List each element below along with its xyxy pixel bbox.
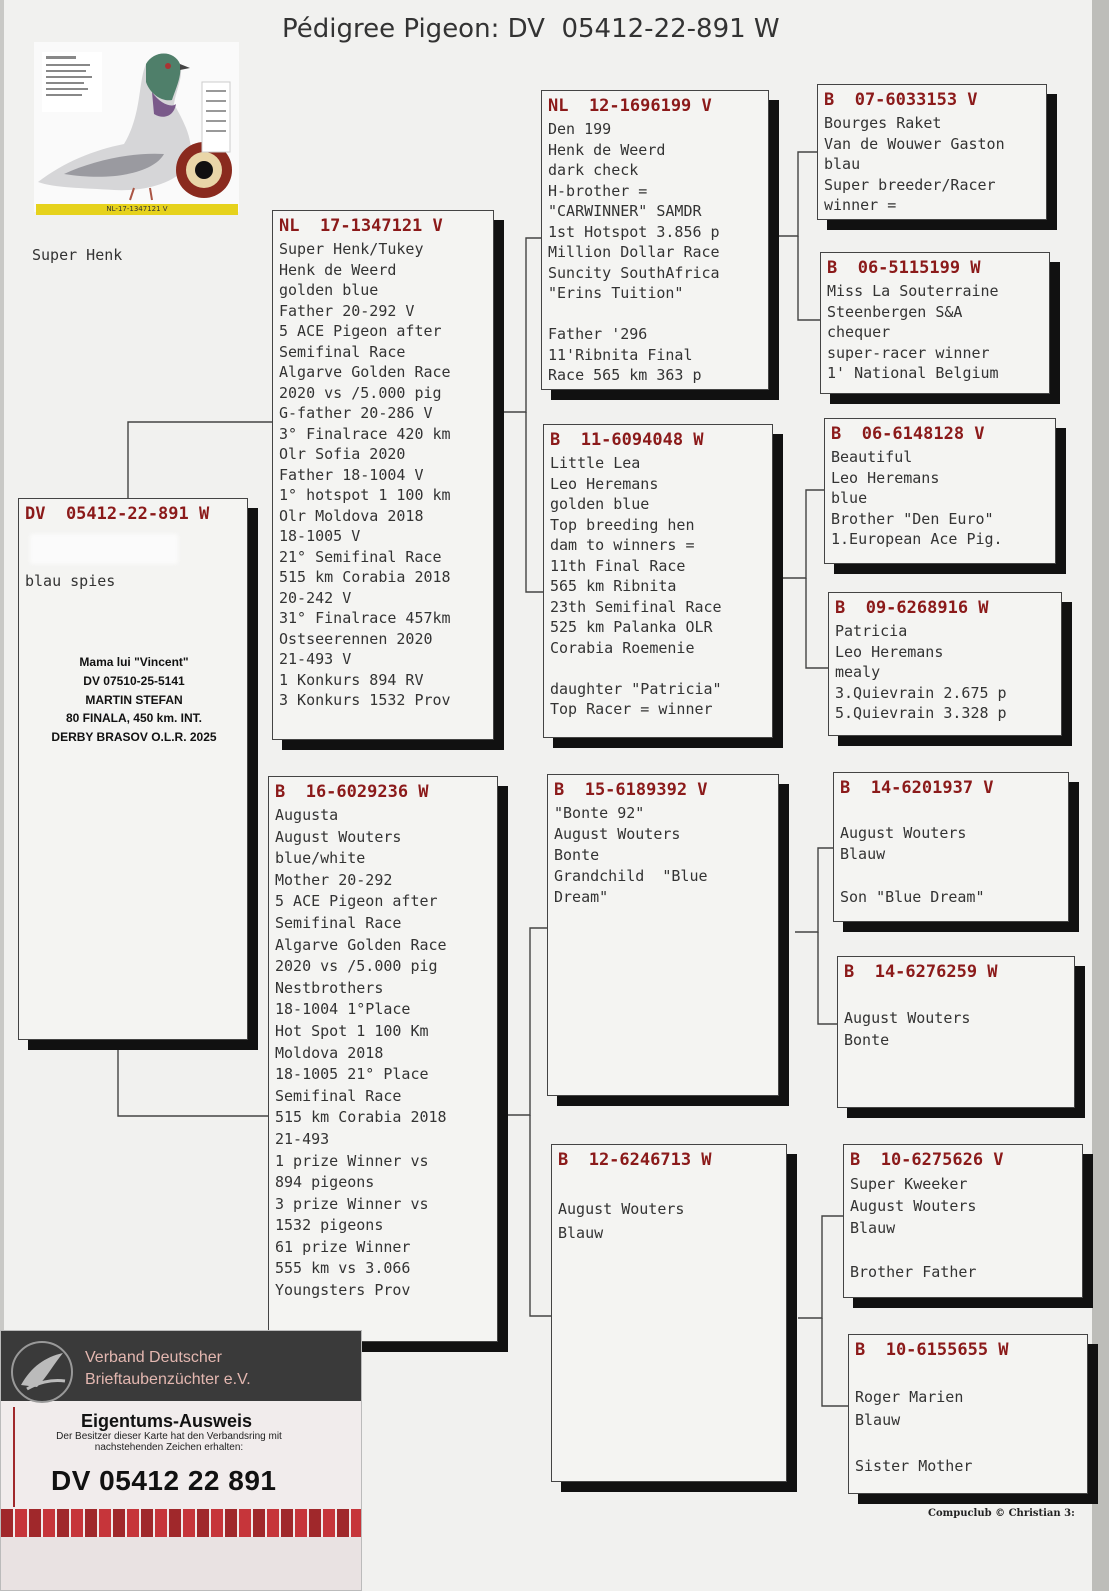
- ggm-mfm-box: [837, 956, 1075, 1108]
- father-details: Super Henk/Tukey Henk de Weerd golden blue Father 20-292 V 5 ACE Pigeon after Semifinal Race Algarve Golden Race 2020 vs /5.000 pig G-father 20-286 V 3° Finalrace 420 km Olr Sofia 2020 Father 18-1004 V 1° hotspot 1 100 km Olr Moldova 2018 18-1005 V 21° Semifinal Race 515 km Corabia 2018 20-242 V 31° Finalrace 457km Ostseerennen 2020 21-493 V 1 Konkurs 894 RV 3 Konkurs 1532 Prov: [279, 240, 451, 709]
- details: August Wouters Bonte: [844, 1009, 971, 1049]
- note-line: DV 07510-25-5141: [83, 673, 185, 688]
- ggf-mmf-box: [843, 1144, 1083, 1298]
- grandmother-maternal-box: [551, 1144, 787, 1482]
- card-text: Der Besitzer dieser Karte hat den Verbandsring mit nachstehenden Zeichen erhalten:: [56, 1431, 282, 1453]
- ring-number: B 11-6094048 W: [550, 430, 704, 450]
- ring-number: B 06-6148128 V: [831, 424, 985, 444]
- ring-number: NL 12-1696199 V: [548, 96, 712, 116]
- ownership-card: [0, 1330, 362, 1591]
- grandfather-maternal-box: [547, 774, 779, 1096]
- details: Beautiful Leo Heremans blue Brother "Den Euro" 1.European Ace Pig.: [831, 448, 1003, 548]
- photo-caption: NL-17-1347121 V: [36, 204, 238, 215]
- details: August Wouters Blauw: [558, 1200, 685, 1242]
- details: Miss La Souterraine Steenbergen S&A chequer super-racer winner 1' National Belgium: [827, 282, 999, 382]
- details: "Bonte 92" August Wouters Bonte Grandchild "Blue Dream": [554, 804, 708, 906]
- ggf-fmf-box: [824, 418, 1056, 564]
- ggm-ffm-box: [820, 252, 1050, 394]
- mother-ring-number: B 16-6029236 W: [275, 782, 429, 802]
- subject-color: blau spies: [25, 572, 116, 590]
- footer-credit: Compuclub © Christian 3:: [928, 1508, 1075, 1519]
- ring-number: B 09-6268916 W: [835, 598, 989, 618]
- ggm-fmm-box: [828, 592, 1062, 736]
- ring-number: B 10-6275626 V: [850, 1150, 1004, 1170]
- details: Little Lea Leo Heremans golden blue Top breeding hen dam to winners = 11th Final Race 565 km Ribnita 23th Semifinal Race 525 km Palanka OLR Corabia Roemenie daughter "Patricia" Top Racer = winner: [550, 454, 722, 718]
- ring-number: B 14-6201937 V: [840, 778, 994, 798]
- note-line: MARTIN STEFAN: [85, 692, 183, 707]
- note-line: DERBY BRASOV O.L.R. 2025: [51, 730, 217, 745]
- subject-box: [18, 498, 248, 1040]
- ggf-mff-box: [833, 772, 1069, 922]
- redaction-blur: [30, 534, 178, 564]
- ring-number: B 12-6246713 W: [558, 1150, 712, 1170]
- details: Super Kweeker August Wouters Blauw Brother Father: [850, 1175, 977, 1281]
- subject-ring-number: DV 05412-22-891 W: [25, 504, 210, 524]
- details: Roger Marien Blauw Sister Mother: [855, 1388, 973, 1475]
- details: Bourges Raket Van de Wouwer Gaston blau Super breeder/Racer winner =: [824, 114, 1005, 214]
- grandmother-paternal-box: [543, 424, 773, 738]
- mother-box: [268, 776, 498, 1342]
- card-decorative-pattern: [1, 1509, 362, 1537]
- card-ring-number: DV 05412 22 891: [51, 1465, 277, 1496]
- ggf-fff-box: [817, 84, 1047, 220]
- page-title: Pédigree Pigeon: DV 05412-22-891 W: [282, 14, 780, 44]
- card-organization: Verband Deutscher Brieftaubenzüchter e.V.: [85, 1349, 251, 1388]
- ggm-mmm-box: [848, 1334, 1088, 1494]
- dove-logo-icon: [7, 1337, 77, 1407]
- ring-number: B 15-6189392 V: [554, 780, 708, 800]
- details: August Wouters Blauw Son "Blue Dream": [840, 823, 985, 906]
- mother-details: Augusta August Wouters blue/white Mother 20-292 5 ACE Pigeon after Semifinal Race Algarve Golden Race 2020 vs /5.000 pig Nestbrothers 18-1004 1°Place Hot Spot 1 100 Km Moldova 2018 18-1005 21° Place Semifinal Race 515 km Corabia 2018 21-493 1 prize Winner vs 894 pigeons 3 prize Winner vs 1532 pigeons 61 prize Winner 555 km vs 3.066 Youngsters Prov: [275, 806, 447, 1300]
- card-heading: Eigentums-Ausweis: [81, 1411, 253, 1431]
- note-line: 80 FINALA, 450 km. INT.: [65, 711, 203, 726]
- ring-number: B 14-6276259 W: [844, 962, 998, 982]
- grandfather-paternal-box: [541, 90, 769, 390]
- card-accent-line: [13, 1407, 15, 1507]
- ring-number: B 10-6155655 W: [855, 1340, 1009, 1360]
- pigeon-name-label: Super Henk: [32, 246, 123, 264]
- card-bottom: [1, 1537, 362, 1591]
- note-line: Mama lui "Vincent": [79, 655, 189, 669]
- father-box: [272, 210, 494, 740]
- details: Patricia Leo Heremans mealy 3.Quievrain 2.675 p 5.Quievrain 3.328 p: [835, 622, 1007, 722]
- subject-note: [34, 653, 234, 747]
- ring-number: B 06-5115199 W: [827, 258, 981, 278]
- ring-number: B 07-6033153 V: [824, 90, 978, 110]
- father-ring-number: NL 17-1347121 V: [279, 216, 443, 236]
- details: Den 199 Henk de Weerd dark check H-brother = "CARWINNER" SAMDR 1st Hotspot 3.856 p Million Dollar Race Suncity SouthAfrica "Erins Tuition" Father '296 11'Ribnita Final Race 565 km 363 p: [548, 120, 720, 384]
